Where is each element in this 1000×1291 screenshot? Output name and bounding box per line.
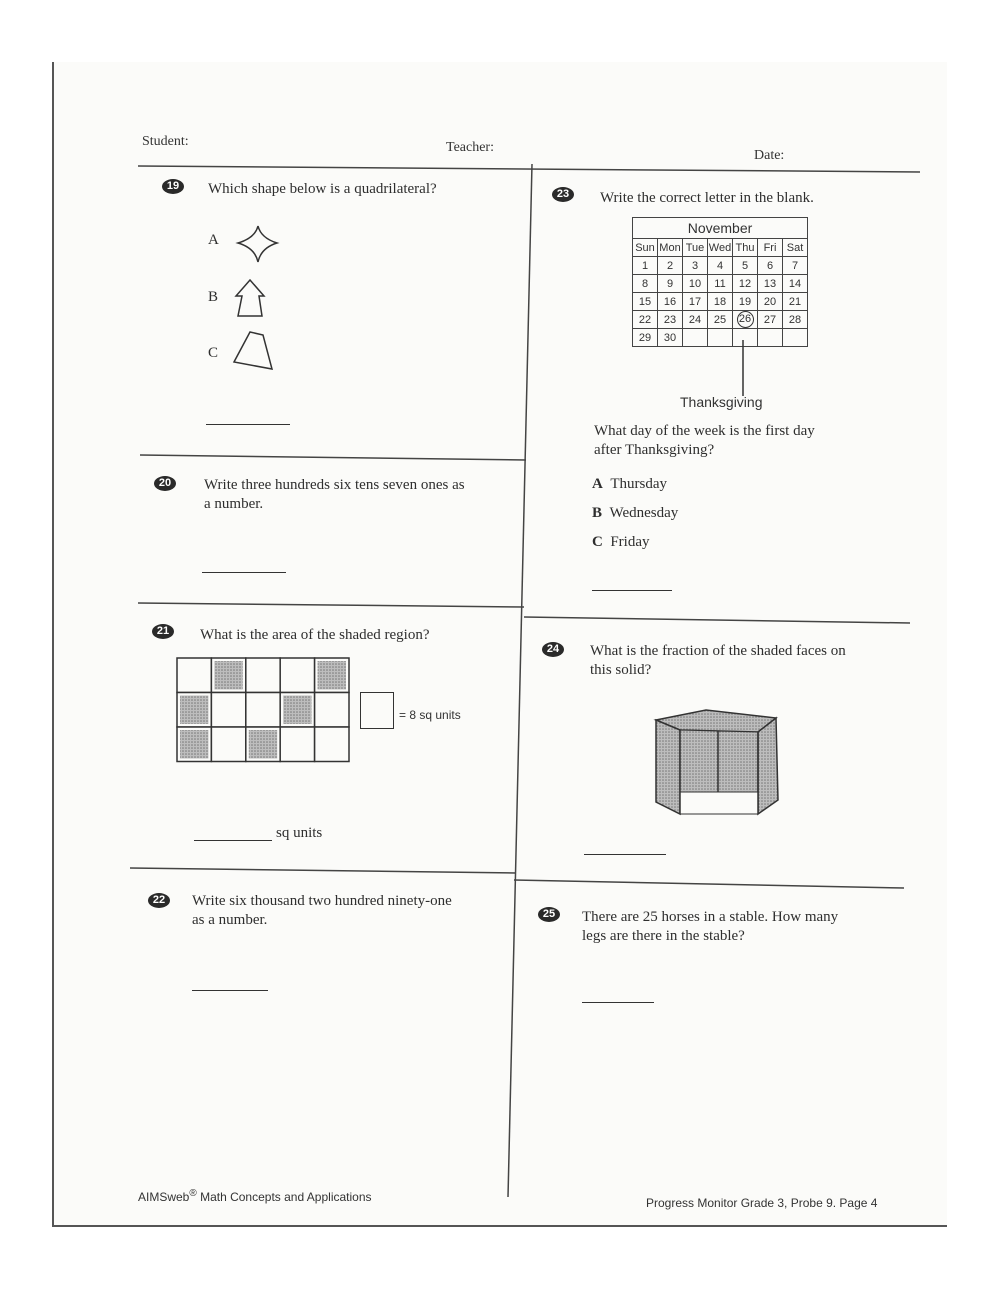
calendar-date: 12: [738, 277, 752, 290]
calendar-date-cell: [758, 293, 783, 311]
calendar-date-cell: [658, 329, 683, 347]
calendar-date-cell: [758, 257, 783, 275]
calendar-date-cell: [683, 275, 708, 293]
calendar-date: 9: [666, 277, 674, 290]
q21-unit-legend: = 8 sq units: [399, 708, 461, 722]
question-23-text: Write the correct letter in the blank.: [600, 190, 814, 206]
question-20-line1: Write three hundreds six tens seven ones as: [204, 477, 465, 493]
date-label: Date:: [754, 148, 785, 163]
calendar-day-header: Sun: [633, 239, 658, 257]
calendar-date-cell: [708, 293, 733, 311]
question-24-badge: 24: [542, 642, 564, 657]
footer-brand: AIMSweb® Math Concepts and Applications: [138, 1188, 372, 1204]
question-22-line2: as a number.: [192, 912, 268, 928]
q25-answer-blank[interactable]: [582, 1002, 654, 1003]
calendar-date-cell: [783, 257, 808, 275]
q24-pentagonal-prism: [650, 704, 790, 816]
calendar-date-cell: [758, 311, 783, 329]
calendar-date-cell: [683, 329, 708, 347]
q23-option-a: A Thursday: [592, 476, 667, 492]
grid-cell-shaded: [180, 730, 208, 759]
calendar-date: 27: [763, 313, 777, 326]
calendar-date-cell: [758, 329, 783, 347]
q23-question-line1: What day of the week is the first day: [594, 423, 815, 439]
grid-cell-shaded: [180, 696, 208, 725]
question-19-badge: 19: [162, 179, 184, 194]
calendar-date: 24: [688, 313, 702, 326]
calendar-date-cell: [708, 275, 733, 293]
grid-cell: [315, 727, 349, 762]
calendar-day-header: Wed: [708, 239, 733, 257]
grid-cell: [177, 658, 211, 693]
calendar-date: 23: [663, 313, 677, 326]
footer-page-info: Progress Monitor Grade 3, Probe 9. Page 4: [646, 1196, 878, 1210]
calendar-month: November: [633, 218, 808, 239]
calendar-day-header: Sat: [783, 239, 808, 257]
grid-cell-shaded: [249, 730, 277, 759]
q20-answer-blank[interactable]: [202, 572, 286, 573]
november-calendar: [632, 217, 808, 347]
calendar-date: 14: [788, 277, 802, 290]
calendar-week-row: [633, 275, 808, 293]
grid-cell-shaded: [283, 696, 311, 725]
calendar-date-cell: [733, 293, 758, 311]
calendar-date: 28: [788, 313, 802, 326]
thanksgiving-label: Thanksgiving: [680, 394, 763, 410]
grid-cell: [211, 693, 245, 728]
calendar-date-cell: [733, 329, 758, 347]
q21-answer-unit: sq units: [276, 825, 323, 841]
calendar-day-header: Mon: [658, 239, 683, 257]
grid-cell: [211, 727, 245, 762]
question-25-line1: There are 25 horses in a stable. How many: [582, 909, 839, 925]
q23-option-c: C Friday: [592, 534, 650, 550]
calendar-date: 25: [713, 313, 727, 326]
calendar-date-cell: [683, 257, 708, 275]
calendar-date-cell: [783, 275, 808, 293]
q23-question-line2: after Thanksgiving?: [594, 442, 715, 458]
thanksgiving-date-circled: 26: [737, 311, 754, 328]
question-19-text: Which shape below is a quadrilateral?: [208, 181, 437, 197]
q21-answer-blank[interactable]: [194, 840, 272, 841]
calendar-date-cell: [633, 311, 658, 329]
calendar-week-row: [633, 329, 808, 347]
question-20-badge: 20: [154, 476, 176, 491]
q22-answer-blank[interactable]: [192, 990, 268, 991]
question-25-line2: legs are there in the stable?: [582, 928, 745, 944]
question-22-line1: Write six thousand two hundred ninety-one: [192, 893, 452, 909]
calendar-date-cell: [683, 293, 708, 311]
q19-option-b: B: [208, 289, 219, 305]
calendar-date-cell: [708, 257, 733, 275]
question-20-line2: a number.: [204, 496, 264, 512]
calendar-date: 22: [638, 313, 652, 326]
calendar-date-cell: [633, 257, 658, 275]
grid-cell: [315, 693, 349, 728]
calendar-date-cell: [658, 275, 683, 293]
worksheet-page: [52, 62, 947, 1227]
calendar-date-cell: [683, 311, 708, 329]
q21-area-grid: [176, 657, 354, 767]
calendar-date-cell: [633, 293, 658, 311]
q21-unit-square: [360, 692, 394, 729]
calendar-date-cell: [708, 311, 733, 329]
calendar-date: 2: [666, 259, 674, 272]
q19-option-a: A: [208, 232, 219, 248]
grid-cell: [246, 658, 280, 693]
calendar-date-cell: [658, 293, 683, 311]
calendar-day-header: Tue: [683, 239, 708, 257]
calendar-week-row: [633, 257, 808, 275]
calendar-date: 5: [741, 259, 749, 272]
question-21-badge: 21: [152, 624, 174, 639]
question-21-text: What is the area of the shaded region?: [200, 627, 430, 643]
grid-cell: [280, 727, 314, 762]
question-22-badge: 22: [148, 893, 170, 908]
calendar-date: 13: [763, 277, 777, 290]
calendar-day-header: Fri: [758, 239, 783, 257]
quadrilateral-shape: [234, 332, 272, 369]
question-23-badge: 23: [552, 187, 574, 202]
teacher-label: Teacher:: [446, 140, 494, 155]
q23-answer-blank[interactable]: [592, 590, 672, 591]
calendar-date-cell: [658, 257, 683, 275]
calendar-date: 6: [766, 259, 774, 272]
calendar-date: 1: [641, 259, 649, 272]
calendar-date: 15: [638, 295, 652, 308]
calendar-date: 29: [638, 331, 652, 344]
calendar-date: 7: [791, 259, 799, 272]
student-label: Student:: [142, 134, 189, 149]
calendar-date-cell: [658, 311, 683, 329]
grid-cell-shaded: [318, 661, 346, 690]
question-24-line2: this solid?: [590, 662, 652, 678]
q23-option-b: B Wednesday: [592, 505, 679, 521]
calendar-date: 11: [714, 277, 726, 290]
calendar-date: 16: [663, 295, 677, 308]
calendar-date-cell: [708, 329, 733, 347]
calendar-date-cell: [783, 329, 808, 347]
calendar-week-row: [633, 311, 808, 329]
question-25-badge: 25: [538, 907, 560, 922]
arrow-shape: [236, 280, 264, 316]
grid-cell-shaded: [214, 661, 242, 690]
calendar-date-cell: [633, 329, 658, 347]
calendar-date: 21: [788, 295, 802, 308]
calendar-date: 4: [716, 259, 724, 272]
question-24-line1: What is the fraction of the shaded faces on: [590, 643, 846, 659]
star-shape: [238, 226, 277, 262]
calendar-date-cell: [733, 311, 758, 329]
q19-shapes: [230, 222, 286, 372]
calendar-date-cell: [783, 293, 808, 311]
thanksgiving-pointer: [741, 340, 745, 396]
calendar-date: 3: [691, 259, 699, 272]
calendar-week-row: [633, 293, 808, 311]
calendar-date: 18: [713, 295, 727, 308]
calendar-date-cell: [758, 275, 783, 293]
grid-cell: [246, 693, 280, 728]
calendar-date-cell: [783, 311, 808, 329]
calendar-date: 10: [688, 277, 702, 290]
calendar-date: 8: [641, 277, 649, 290]
calendar-date: 19: [738, 295, 752, 308]
calendar-date: 30: [663, 331, 677, 344]
grid-cell: [280, 658, 314, 693]
q19-option-c: C: [208, 345, 219, 361]
q24-answer-blank[interactable]: [584, 854, 666, 855]
calendar-date-cell: [733, 275, 758, 293]
q19-answer-blank[interactable]: [206, 424, 290, 425]
calendar-day-header: Thu: [733, 239, 758, 257]
calendar-date: 17: [688, 295, 702, 308]
calendar-date: 20: [763, 295, 777, 308]
calendar-date-cell: [733, 257, 758, 275]
calendar-date-cell: [633, 275, 658, 293]
